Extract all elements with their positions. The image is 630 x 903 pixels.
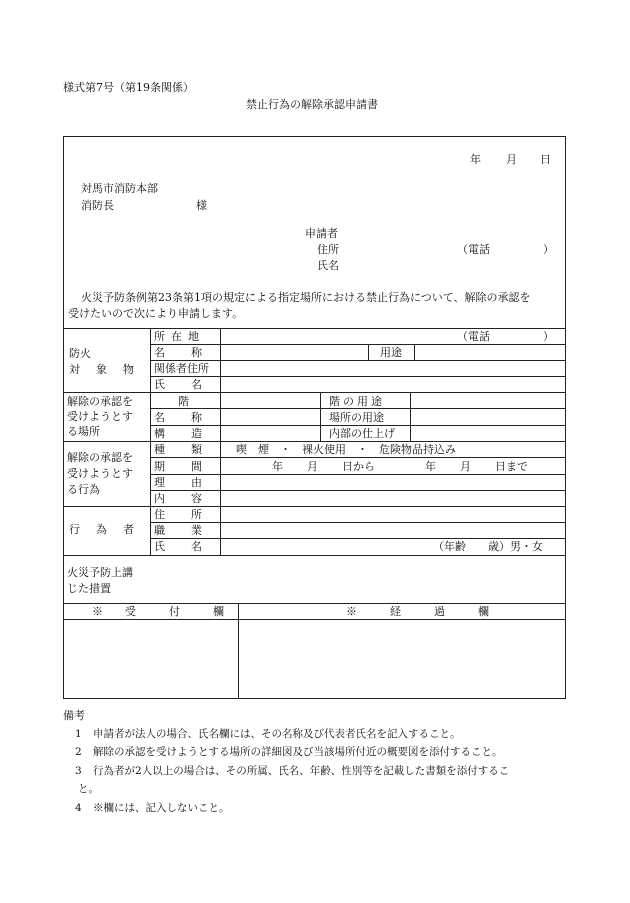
place-label-line2: 受けようとす xyxy=(67,410,133,423)
kind-value: 喫 煙 ・ 裸火使用 ・ 危険物品持込み xyxy=(236,443,456,456)
divider xyxy=(64,392,565,393)
honorific: 様 xyxy=(196,199,207,212)
applicant-phone-close: ） xyxy=(543,243,554,256)
fire-object-use-label: 用途 xyxy=(380,346,402,359)
floor-label: 階 xyxy=(178,395,189,408)
note-item xyxy=(75,766,509,777)
notes-title: 備考 xyxy=(63,709,85,722)
period-day-to: 日まで xyxy=(495,460,528,473)
actor-label: 行為者 xyxy=(69,523,150,536)
divider xyxy=(150,408,565,409)
actor-address-label: 住所 xyxy=(154,508,228,521)
note-number: 4 xyxy=(75,802,82,814)
place-label-line1: 解除の承認を xyxy=(67,395,133,408)
divider xyxy=(238,603,239,699)
divider xyxy=(64,506,565,507)
applicant-address-label: 住所 xyxy=(317,243,339,256)
period-month-to: 月 xyxy=(460,460,471,473)
form-number: 様式第7号（第19条関係） xyxy=(63,81,194,94)
note-item xyxy=(75,729,461,740)
location-label: 所在地 xyxy=(154,330,205,343)
application-form xyxy=(63,136,566,699)
structure-label: 構造 xyxy=(154,427,228,440)
note-item xyxy=(75,747,503,758)
period-year-to: 年 xyxy=(425,460,436,473)
interior-finish-label: 内部の仕上げ xyxy=(329,427,395,440)
actor-age-sex: （年齢 歳）男・女 xyxy=(433,540,543,553)
statement-line1: 火災予防条例第23条第1項の規定による指定場所における禁止行為について、解除の承認を xyxy=(81,291,531,304)
act-label-line2: 受けようとす xyxy=(67,467,133,480)
reason-label: 理由 xyxy=(154,476,228,489)
actor-name-label: 氏名 xyxy=(154,540,228,553)
applicant-name-label: 氏名 xyxy=(317,259,339,272)
fire-object-phone-close: ） xyxy=(543,330,554,343)
note-item-continuation: と。 xyxy=(78,783,99,795)
floor-use-label: 階の用途 xyxy=(329,395,385,408)
act-label-line1: 解除の承認を xyxy=(67,451,133,464)
progress-header: ※ 経 過 欄 xyxy=(346,605,489,618)
divider xyxy=(150,522,565,523)
note-item xyxy=(75,803,230,814)
divider xyxy=(410,392,411,441)
applicant-label: 申請者 xyxy=(305,227,338,240)
addressee-org: 対馬市消防本部 xyxy=(81,182,158,195)
divider xyxy=(150,376,565,377)
divider xyxy=(150,457,565,458)
divider xyxy=(64,555,565,556)
note-number: 2 xyxy=(75,746,82,758)
content-label: 内容 xyxy=(154,492,228,505)
place-use-label: 場所の用途 xyxy=(329,411,384,424)
place-name-label: 名称 xyxy=(154,411,228,424)
place-label-line3: る場所 xyxy=(67,425,100,438)
kind-label: 種類 xyxy=(154,443,228,456)
period-day-from: 日から xyxy=(342,460,375,473)
divider xyxy=(150,425,565,426)
page-title: 禁止行為の解除承認申請書 xyxy=(246,98,378,111)
note-text: ※欄には、記入しないこと。 xyxy=(93,802,230,814)
date-month-label: 月 xyxy=(506,153,517,166)
divider xyxy=(150,344,565,345)
stakeholder-name-label: 氏名 xyxy=(154,378,228,391)
period-month-from: 月 xyxy=(307,460,318,473)
note-number: 3 xyxy=(75,765,82,777)
divider xyxy=(150,360,565,361)
period-label: 期間 xyxy=(154,460,228,473)
reception-header: ※ 受 付 欄 xyxy=(92,605,224,618)
fire-object-label-text: 防火 xyxy=(69,347,91,360)
divider xyxy=(64,328,565,329)
fire-object-name-label: 名称 xyxy=(154,346,228,359)
divider xyxy=(150,474,565,475)
act-label-line3: る行為 xyxy=(67,483,100,496)
divider xyxy=(150,490,565,491)
divider xyxy=(368,344,369,360)
note-number: 1 xyxy=(75,728,82,740)
stakeholder-address-label: 関係者住所 xyxy=(154,362,209,375)
period-year-from: 年 xyxy=(272,460,283,473)
applicant-phone-label: （電話 xyxy=(457,243,490,256)
date-day-label: 日 xyxy=(540,153,551,166)
actor-occupation-label: 職業 xyxy=(154,524,228,537)
statement-line2: 受けたいので次により申請します。 xyxy=(68,307,244,320)
measures-label-line2: じた措置 xyxy=(67,582,111,595)
divider xyxy=(64,619,565,620)
measures-label-line1: 火災予防上講 xyxy=(67,566,133,579)
divider xyxy=(414,344,415,360)
divider xyxy=(64,441,565,442)
note-text: 申請者が法人の場合、氏名欄には、その名称及び代表者氏名を記入すること。 xyxy=(93,728,461,740)
fire-object-label-line2: 対象物 xyxy=(69,363,150,376)
fire-object-phone-label: （電話 xyxy=(457,330,490,343)
note-text: 行為者が2人以上の場合は、その所属、氏名、年齢、性別等を記載した書類を添付するこ xyxy=(93,765,510,777)
divider xyxy=(64,603,565,604)
fire-object-label-line1 xyxy=(69,348,145,359)
addressee-title: 消防長 xyxy=(81,199,114,212)
note-text: 解除の承認を受けようとする場所の詳細図及び当該場所付近の概要図を添付すること。 xyxy=(93,746,503,758)
divider xyxy=(150,328,151,555)
divider xyxy=(150,538,565,539)
divider xyxy=(320,392,321,441)
date-year-label: 年 xyxy=(470,153,481,166)
